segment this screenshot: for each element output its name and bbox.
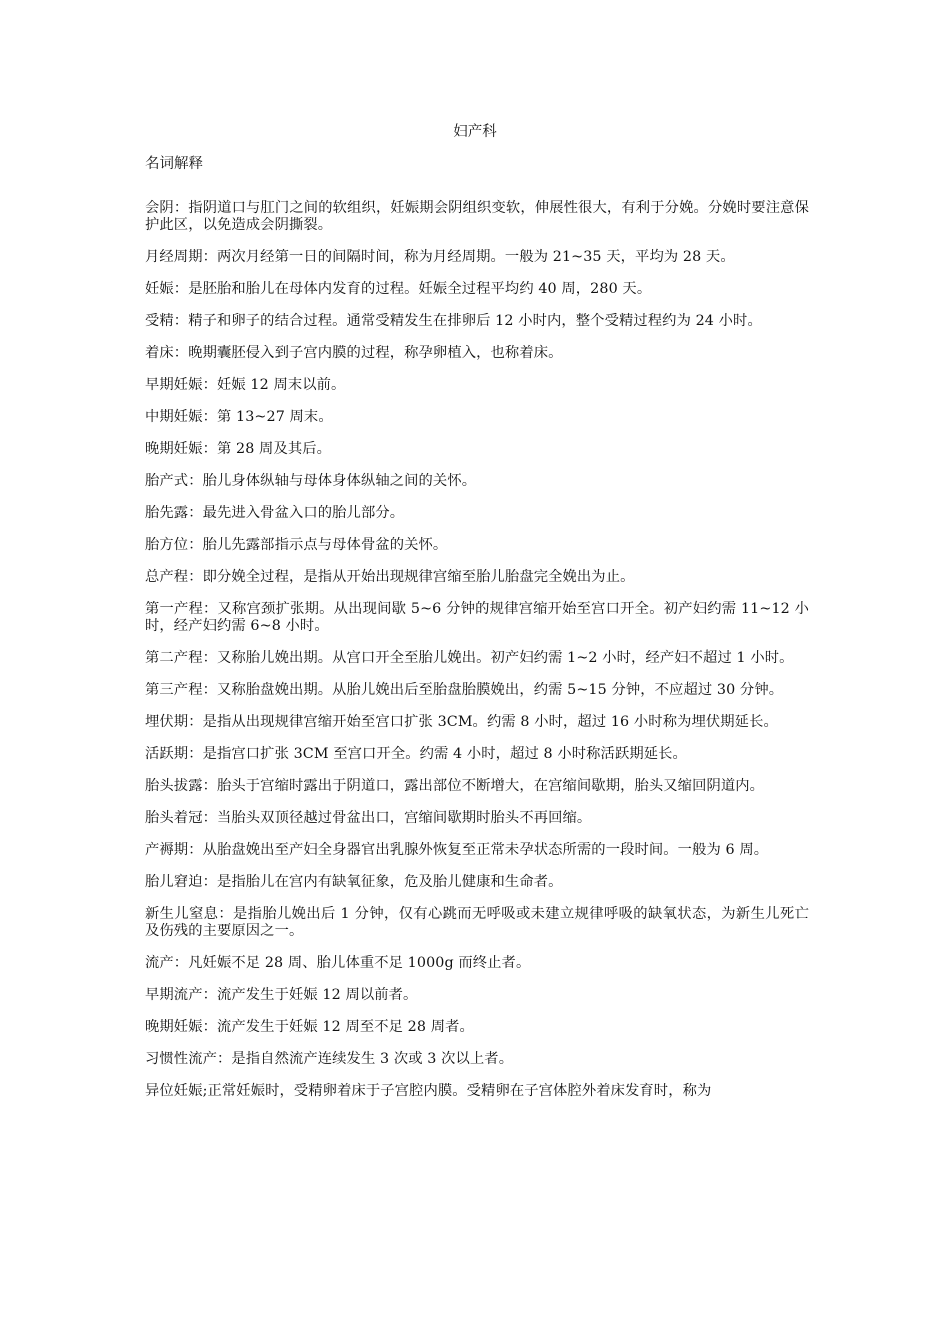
- definition-entry: 早期流产：流产发生于妊娠 12 周以前者。: [145, 987, 418, 1004]
- definition-entry: 新生儿窒息：是指胎儿娩出后 1 分钟，仅有心跳而无呼吸或未建立规律呼吸的缺氧状态，为新生儿死亡及伤残的主要原因之一。: [145, 906, 809, 940]
- definition-entry: 胎儿窘迫：是指胎儿在宫内有缺氧征象，危及胎儿健康和生命者。: [145, 874, 563, 891]
- definition-entry: 胎先露：最先进入骨盆入口的胎儿部分。: [145, 505, 405, 522]
- definition-entry: 胎头着冠：当胎头双顶径越过骨盆出口，宫缩间歇期时胎头不再回缩。: [145, 810, 592, 827]
- definition-entry: 晚期妊娠：第 28 周及其后。: [145, 441, 332, 458]
- definition-entry: 总产程：即分娩全过程，是指从开始出现规律宫缩至胎儿胎盘完全娩出为止。: [145, 569, 635, 586]
- definition-entry: 第三产程：又称胎盘娩出期。从胎儿娩出后至胎盘胎膜娩出，约需 5~15 分钟，不应超过 30 分钟。: [145, 682, 784, 699]
- definition-entry: 第二产程：又称胎儿娩出期。从宫口开全至胎儿娩出。初产妇约需 1~2 小时，经产妇不超过 1 小时。: [145, 650, 794, 667]
- definition-entry: 习惯性流产：是指自然流产连续发生 3 次或 3 次以上者。: [145, 1051, 514, 1068]
- definition-entry: 受精：精子和卵子的结合过程。通常受精发生在排卵后 12 小时内，整个受精过程约为 24 小时。: [145, 313, 762, 330]
- definition-entry: 流产：凡妊娠不足 28 周、胎儿体重不足 1000g 而终止者。: [145, 955, 531, 972]
- document-title: 妇产科: [453, 124, 497, 140]
- definition-entry: 埋伏期：是指从出现规律宫缩开始至宫口扩张 3CM。约需 8 小时，超过 16 小时称为埋伏期延长。: [145, 714, 778, 731]
- definition-entry: 月经周期：两次月经第一日的间隔时间，称为月经周期。一般为 21~35 天，平均为 28 天。: [145, 249, 735, 266]
- definition-entry: 会阴：指阴道口与肛门之间的软组织，妊娠期会阴组织变软，伸展性很大，有利于分娩。分娩时要注意保护此区，以免造成会阴撕裂。: [145, 200, 809, 234]
- definition-entry: 产褥期：从胎盘娩出至产妇全身器官出乳腺外恢复至正常未孕状态所需的一段时间。一般为 6 周。: [145, 842, 769, 859]
- definition-entry: 胎头拔露：胎头于宫缩时露出于阴道口，露出部位不断增大，在宫缩间歇期，胎头又缩回阴道内。: [145, 778, 765, 795]
- definition-entry: 着床：晚期囊胚侵入到子宫内膜的过程，称孕卵植入，也称着床。: [145, 345, 563, 362]
- definition-entry: 中期妊娠：第 13~27 周末。: [145, 409, 333, 426]
- definition-entry: 胎方位：胎儿先露部指示点与母体骨盆的关怀。: [145, 537, 448, 554]
- section-heading: 名词解释: [145, 156, 203, 172]
- definition-list: [145, 186, 809, 1115]
- definition-entry: 异位妊娠;正常妊娠时，受精卵着床于子宫腔内膜。受精卵在子宫体腔外着床发育时，称为: [145, 1083, 712, 1100]
- definition-entry: 妊娠：是胚胎和胎儿在母体内发育的过程。妊娠全过程平均约 40 周，280 天。: [145, 281, 652, 298]
- definition-entry: 早期妊娠：妊娠 12 周末以前。: [145, 377, 346, 394]
- definition-entry: 胎产式：胎儿身体纵轴与母体身体纵轴之间的关怀。: [145, 473, 477, 490]
- definition-entry: 第一产程：又称宫颈扩张期。从出现间歇 5~6 分钟的规律宫缩开始至宫口开全。初产妇约需 11~12 小时，经产妇约需 6~8 小时。: [145, 601, 809, 635]
- definition-entry: 晚期妊娠：流产发生于妊娠 12 周至不足 28 周者。: [145, 1019, 474, 1036]
- definition-entry: 活跃期：是指宫口扩张 3CM 至宫口开全。约需 4 小时，超过 8 小时称活跃期延长。: [145, 746, 687, 763]
